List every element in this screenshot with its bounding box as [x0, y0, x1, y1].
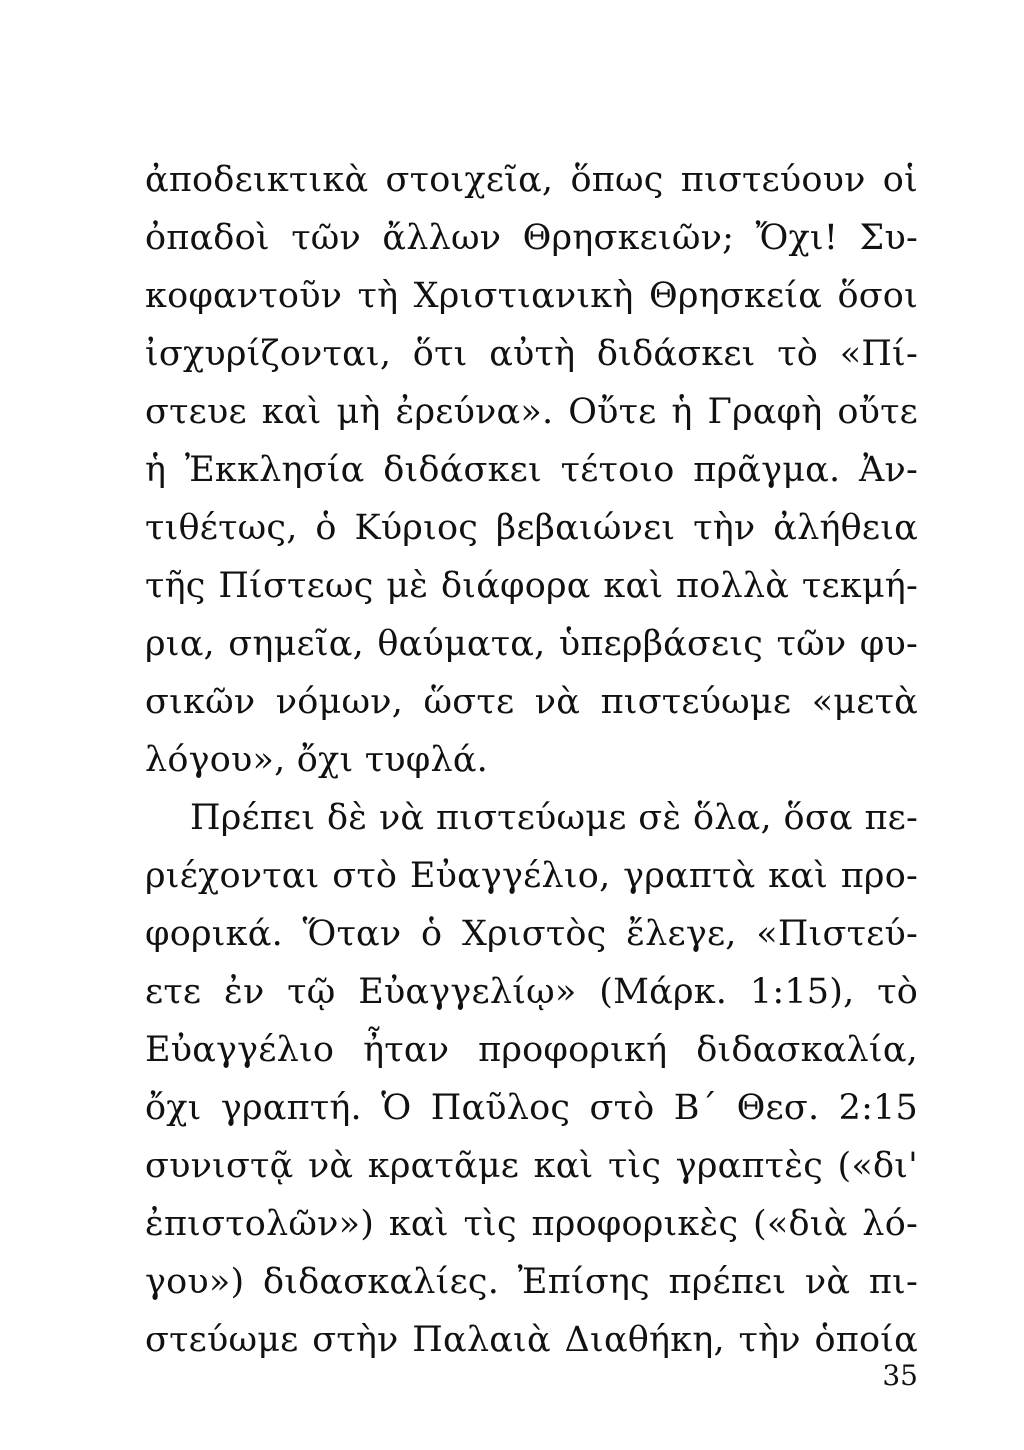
text-line: κοφαντοῦν τὴ Χριστιανικὴ Θρησκεία ὅσοι [145, 276, 918, 316]
text-line: ριέχονται στὸ Εὐαγγέλιο, γραπτὰ καὶ προ- [145, 856, 918, 896]
text-line: ρια, σημεῖα, θαύματα, ὑπερβάσεις τῶν φυ- [145, 624, 918, 664]
text-line: συνιστᾷ νὰ κρατᾶμε καὶ τὶς γραπτὲς («δι' [145, 1146, 918, 1186]
text-line: στευε καὶ μὴ ἐρεύνα». Οὔτε ἡ Γραφὴ οὔτε [145, 392, 918, 432]
text-line: γου») διδασκαλίες. Ἐπίσης πρέπει νὰ πι- [145, 1262, 918, 1302]
text-line: ὀπαδοὶ τῶν ἄλλων Θρησκειῶν; Ὄχι! Συ- [145, 218, 918, 258]
text-line: Εὐαγγέλιο ἦταν προφορική διδασκαλία, [145, 1030, 918, 1070]
text-line: λόγου», ὄχι τυφλά. [145, 740, 489, 780]
text-line: στεύωμε στὴν Παλαιὰ Διαθήκη, τὴν ὁποία [145, 1320, 918, 1360]
text-line: σικῶν νόμων, ὥστε νὰ πιστεύωμε «μετὰ [145, 682, 918, 722]
page-number: 35 [882, 1359, 918, 1392]
text-line: τῆς Πίστεως μὲ διάφορα καὶ πολλὰ τεκμή- [145, 566, 918, 606]
text-line: Πρέπει δὲ νὰ πιστεύωμε σὲ ὅλα, ὅσα πε- [190, 798, 918, 838]
text-line: ἡ Ἐκκλησία διδάσκει τέτοιο πρᾶγμα. Ἀν- [145, 450, 918, 490]
text-line: ἐπιστολῶν») καὶ τὶς προφορικὲς («διὰ λό- [145, 1204, 918, 1244]
text-line: τιθέτως, ὁ Κύριος βεβαιώνει τὴν ἀλήθεια [145, 508, 918, 548]
text-line: ἀποδεικτικὰ στοιχεῖα, ὅπως πιστεύουν οἱ [145, 160, 918, 200]
text-line: ετε ἐν τῷ Εὐαγγελίῳ» (Μάρκ. 1:15), τὸ [145, 972, 918, 1012]
text-line: ἰσχυρίζονται, ὅτι αὐτὴ διδάσκει τὸ «Πί- [145, 334, 918, 374]
text-line: ὄχι γραπτή. Ὁ Παῦλος στὸ Β΄ Θεσ. 2:15 [145, 1088, 918, 1128]
text-line: φορικά. Ὅταν ὁ Χριστὸς ἔλεγε, «Πιστεύ- [145, 914, 918, 954]
